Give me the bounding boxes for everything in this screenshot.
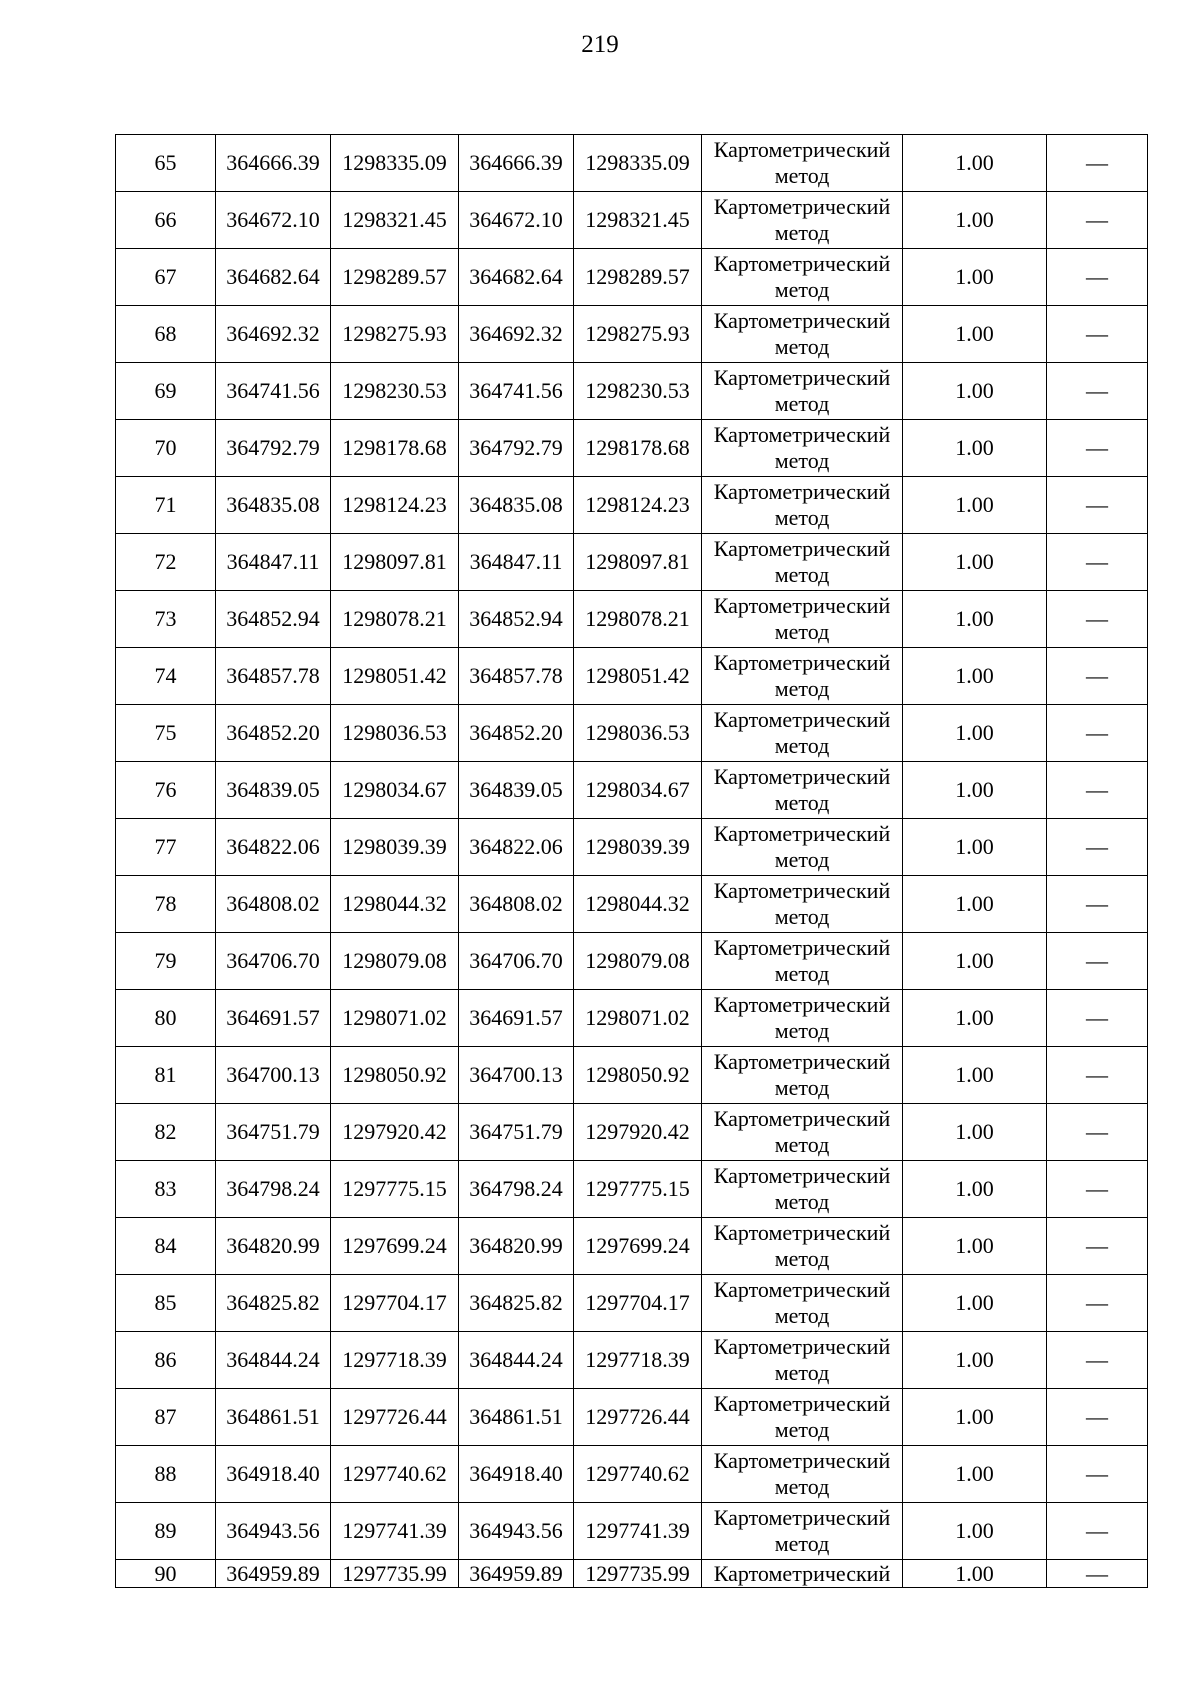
method-line2: метод [774, 1417, 830, 1442]
cell-description: — [1047, 1104, 1148, 1161]
cell-y-new: 1298124.23 [574, 477, 702, 534]
table-row [116, 1446, 1148, 1503]
cell-y-existing: 1298275.93 [331, 306, 459, 363]
method-line2: метод [774, 1360, 830, 1385]
method-line1: Картометрический [713, 1106, 891, 1131]
cell-description: — [1047, 192, 1148, 249]
method-line1: Картометрический [713, 1049, 891, 1074]
cell-x-existing: 364918.40 [216, 1446, 331, 1503]
method-line1: Картометрический [713, 1220, 891, 1245]
cell-x-new: 364852.20 [459, 705, 574, 762]
table-row [116, 534, 1148, 591]
cell-x-existing: 364798.24 [216, 1161, 331, 1218]
cell-y-new: 1297735.99 [574, 1560, 702, 1588]
method-line1: Картометрический [713, 878, 891, 903]
cell-y-new: 1297718.39 [574, 1332, 702, 1389]
cell-y-new: 1297740.62 [574, 1446, 702, 1503]
cell-method [702, 1275, 903, 1332]
cell-description: — [1047, 819, 1148, 876]
cell-accuracy: 1.00 [903, 648, 1047, 705]
table-row [116, 363, 1148, 420]
cell-x-existing: 364706.70 [216, 933, 331, 990]
cell-x-new: 364692.32 [459, 306, 574, 363]
cell-point-number: 84 [116, 1218, 216, 1275]
method-line1: Картометрический [713, 821, 891, 846]
method-line1: Картометрический [713, 1277, 891, 1302]
cell-x-new: 364820.99 [459, 1218, 574, 1275]
method-line1: Картометрический [713, 194, 891, 219]
cell-x-new: 364844.24 [459, 1332, 574, 1389]
cell-x-new: 364691.57 [459, 990, 574, 1047]
coordinates-table [115, 134, 1148, 1588]
cell-x-new: 364918.40 [459, 1446, 574, 1503]
table-row [116, 819, 1148, 876]
cell-y-existing: 1298178.68 [331, 420, 459, 477]
cell-y-existing: 1297704.17 [331, 1275, 459, 1332]
cell-description: — [1047, 876, 1148, 933]
method-line1: Картометрический [713, 365, 891, 390]
cell-y-new: 1298079.08 [574, 933, 702, 990]
cell-description: — [1047, 762, 1148, 819]
cell-x-existing: 364847.11 [216, 534, 331, 591]
table-row [116, 1275, 1148, 1332]
method-line2: метод [774, 676, 830, 701]
table-row [116, 1104, 1148, 1161]
cell-method [702, 648, 903, 705]
cell-description: — [1047, 1332, 1148, 1389]
cell-x-existing: 364835.08 [216, 477, 331, 534]
method-line2: метод [774, 1018, 830, 1043]
cell-x-new: 364857.78 [459, 648, 574, 705]
cell-y-existing: 1297735.99 [331, 1560, 459, 1588]
cell-x-new: 364861.51 [459, 1389, 574, 1446]
cell-description: — [1047, 534, 1148, 591]
cell-method [702, 1446, 903, 1503]
cell-y-new: 1297775.15 [574, 1161, 702, 1218]
cell-description: — [1047, 306, 1148, 363]
table-body [116, 135, 1148, 1588]
cell-x-new: 364700.13 [459, 1047, 574, 1104]
cell-method [702, 990, 903, 1047]
cell-y-new: 1298051.42 [574, 648, 702, 705]
cell-y-new: 1297920.42 [574, 1104, 702, 1161]
cell-description: — [1047, 1047, 1148, 1104]
cell-y-new: 1298078.21 [574, 591, 702, 648]
method-line1: Картометрический [713, 251, 891, 276]
table-row [116, 249, 1148, 306]
cell-method [702, 534, 903, 591]
cell-x-existing: 364822.06 [216, 819, 331, 876]
cell-method [702, 420, 903, 477]
method-line1: Картометрический [713, 1448, 891, 1473]
cell-point-number: 74 [116, 648, 216, 705]
table-row [116, 135, 1148, 192]
cell-x-existing: 364808.02 [216, 876, 331, 933]
cell-y-existing: 1298036.53 [331, 705, 459, 762]
method-line2: метод [774, 220, 830, 245]
cell-y-existing: 1298050.92 [331, 1047, 459, 1104]
cell-x-existing: 364820.99 [216, 1218, 331, 1275]
cell-accuracy: 1.00 [903, 306, 1047, 363]
cell-point-number: 86 [116, 1332, 216, 1389]
method-line2: метод [774, 847, 830, 872]
table-row [116, 648, 1148, 705]
cell-y-existing: 1297741.39 [331, 1503, 459, 1560]
cell-point-number: 78 [116, 876, 216, 933]
cell-y-new: 1298071.02 [574, 990, 702, 1047]
cell-y-existing: 1298335.09 [331, 135, 459, 192]
cell-x-existing: 364682.64 [216, 249, 331, 306]
cell-y-new: 1298289.57 [574, 249, 702, 306]
cell-accuracy: 1.00 [903, 1047, 1047, 1104]
method-line2: метод [774, 1531, 830, 1556]
cell-method [702, 1218, 903, 1275]
cell-method [702, 819, 903, 876]
table-row [116, 420, 1148, 477]
cell-method [702, 933, 903, 990]
cell-x-existing: 364741.56 [216, 363, 331, 420]
cell-y-existing: 1298230.53 [331, 363, 459, 420]
cell-x-existing: 364691.57 [216, 990, 331, 1047]
cell-point-number: 81 [116, 1047, 216, 1104]
cell-method [702, 306, 903, 363]
cell-description: — [1047, 1503, 1148, 1560]
cell-y-new: 1297704.17 [574, 1275, 702, 1332]
cell-x-existing: 364857.78 [216, 648, 331, 705]
cell-y-existing: 1298078.21 [331, 591, 459, 648]
cell-point-number: 71 [116, 477, 216, 534]
table-row [116, 1332, 1148, 1389]
table-row [116, 1389, 1148, 1446]
cell-y-existing: 1298321.45 [331, 192, 459, 249]
cell-point-number: 70 [116, 420, 216, 477]
table-row [116, 192, 1148, 249]
cell-y-existing: 1298034.67 [331, 762, 459, 819]
method-line1: Картометрический [713, 479, 891, 504]
table-row [116, 1218, 1148, 1275]
cell-description: — [1047, 1389, 1148, 1446]
cell-x-new: 364672.10 [459, 192, 574, 249]
cell-accuracy: 1.00 [903, 1503, 1047, 1560]
method-line2: метод [774, 505, 830, 530]
method-line2: метод [774, 904, 830, 929]
cell-x-new: 364835.08 [459, 477, 574, 534]
cell-point-number: 69 [116, 363, 216, 420]
cell-point-number: 79 [116, 933, 216, 990]
method-line1: Картометрический [713, 1505, 891, 1530]
cell-method [702, 477, 903, 534]
cell-x-new: 364751.79 [459, 1104, 574, 1161]
cell-x-new: 364943.56 [459, 1503, 574, 1560]
cell-y-new: 1298039.39 [574, 819, 702, 876]
cell-point-number: 89 [116, 1503, 216, 1560]
cell-x-new: 364798.24 [459, 1161, 574, 1218]
cell-x-existing: 364825.82 [216, 1275, 331, 1332]
method-line2: метод [774, 1189, 830, 1214]
cell-method [702, 249, 903, 306]
table-row [116, 591, 1148, 648]
cell-description: — [1047, 933, 1148, 990]
table-row [116, 1560, 1148, 1588]
cell-y-new: 1298044.32 [574, 876, 702, 933]
cell-y-existing: 1297726.44 [331, 1389, 459, 1446]
cell-method [702, 1047, 903, 1104]
cell-y-existing: 1298071.02 [331, 990, 459, 1047]
cell-x-existing: 364861.51 [216, 1389, 331, 1446]
method-line1: Картометрический [713, 536, 891, 561]
cell-accuracy: 1.00 [903, 420, 1047, 477]
cell-x-new: 364852.94 [459, 591, 574, 648]
cell-x-new: 364666.39 [459, 135, 574, 192]
cell-x-new: 364822.06 [459, 819, 574, 876]
cell-x-new: 364959.89 [459, 1560, 574, 1588]
page-number: 219 [581, 31, 619, 58]
cell-accuracy: 1.00 [903, 249, 1047, 306]
cell-method [702, 1503, 903, 1560]
cell-point-number: 85 [116, 1275, 216, 1332]
cell-x-existing: 364692.32 [216, 306, 331, 363]
cell-point-number: 68 [116, 306, 216, 363]
method-line1: Картометрический [713, 308, 891, 333]
cell-accuracy: 1.00 [903, 1389, 1047, 1446]
cell-description: — [1047, 990, 1148, 1047]
table-row [116, 1047, 1148, 1104]
cell-method [702, 363, 903, 420]
cell-accuracy: 1.00 [903, 1446, 1047, 1503]
cell-method [702, 1560, 903, 1588]
cell-y-existing: 1298289.57 [331, 249, 459, 306]
cell-y-new: 1298050.92 [574, 1047, 702, 1104]
cell-point-number: 75 [116, 705, 216, 762]
cell-method [702, 1389, 903, 1446]
cell-description: — [1047, 1560, 1148, 1588]
cell-accuracy: 1.00 [903, 534, 1047, 591]
method-line1: Картометрический [713, 1560, 891, 1586]
cell-point-number: 73 [116, 591, 216, 648]
cell-accuracy: 1.00 [903, 876, 1047, 933]
cell-accuracy: 1.00 [903, 1275, 1047, 1332]
cell-accuracy: 1.00 [903, 477, 1047, 534]
cell-point-number: 72 [116, 534, 216, 591]
cell-y-existing: 1297718.39 [331, 1332, 459, 1389]
method-line2: метод [774, 619, 830, 644]
cell-method [702, 1332, 903, 1389]
cell-x-new: 364847.11 [459, 534, 574, 591]
cell-description: — [1047, 1446, 1148, 1503]
cell-y-existing: 1297699.24 [331, 1218, 459, 1275]
method-line2: метод [774, 1246, 830, 1271]
cell-accuracy: 1.00 [903, 363, 1047, 420]
cell-accuracy: 1.00 [903, 192, 1047, 249]
cell-y-existing: 1298044.32 [331, 876, 459, 933]
table-row [116, 1503, 1148, 1560]
cell-x-new: 364839.05 [459, 762, 574, 819]
cell-y-new: 1298335.09 [574, 135, 702, 192]
table-row [116, 876, 1148, 933]
cell-x-new: 364792.79 [459, 420, 574, 477]
cell-y-new: 1298275.93 [574, 306, 702, 363]
cell-accuracy: 1.00 [903, 933, 1047, 990]
cell-x-existing: 364792.79 [216, 420, 331, 477]
cell-y-new: 1297726.44 [574, 1389, 702, 1446]
cell-method [702, 1161, 903, 1218]
cell-x-new: 364706.70 [459, 933, 574, 990]
cell-y-existing: 1298097.81 [331, 534, 459, 591]
cell-x-existing: 364751.79 [216, 1104, 331, 1161]
cell-description: — [1047, 249, 1148, 306]
table-row [116, 762, 1148, 819]
cell-y-new: 1298034.67 [574, 762, 702, 819]
cell-method [702, 135, 903, 192]
cell-x-existing: 364852.94 [216, 591, 331, 648]
cell-x-new: 364682.64 [459, 249, 574, 306]
cell-point-number: 87 [116, 1389, 216, 1446]
cell-point-number: 67 [116, 249, 216, 306]
cell-point-number: 66 [116, 192, 216, 249]
cell-x-existing: 364839.05 [216, 762, 331, 819]
method-line2: метод [774, 961, 830, 986]
method-line1: Картометрический [713, 650, 891, 675]
cell-y-existing: 1298124.23 [331, 477, 459, 534]
cell-accuracy: 1.00 [903, 705, 1047, 762]
cell-y-new: 1297741.39 [574, 1503, 702, 1560]
cell-x-new: 364825.82 [459, 1275, 574, 1332]
cell-description: — [1047, 477, 1148, 534]
method-line2: метод [774, 790, 830, 815]
cell-y-existing: 1298039.39 [331, 819, 459, 876]
table-row [116, 1161, 1148, 1218]
cell-accuracy: 1.00 [903, 591, 1047, 648]
cell-x-existing: 364672.10 [216, 192, 331, 249]
cell-x-existing: 364666.39 [216, 135, 331, 192]
method-line2: метод [774, 277, 830, 302]
cell-description: — [1047, 1275, 1148, 1332]
cell-y-existing: 1297920.42 [331, 1104, 459, 1161]
cell-accuracy: 1.00 [903, 1332, 1047, 1389]
table-row [116, 990, 1148, 1047]
cell-y-existing: 1298079.08 [331, 933, 459, 990]
cell-method [702, 762, 903, 819]
cell-point-number: 77 [116, 819, 216, 876]
cell-description: — [1047, 1161, 1148, 1218]
cell-accuracy: 1.00 [903, 1560, 1047, 1588]
cell-point-number: 88 [116, 1446, 216, 1503]
table-row [116, 306, 1148, 363]
cell-x-existing: 364844.24 [216, 1332, 331, 1389]
method-line2: метод [774, 163, 830, 188]
table-row [116, 477, 1148, 534]
cell-description: — [1047, 591, 1148, 648]
cell-y-existing: 1298051.42 [331, 648, 459, 705]
method-line1: Картометрический [713, 1391, 891, 1416]
cell-point-number: 76 [116, 762, 216, 819]
cell-y-existing: 1297740.62 [331, 1446, 459, 1503]
cell-accuracy: 1.00 [903, 819, 1047, 876]
method-line1: Картометрический [713, 137, 891, 162]
cell-point-number: 65 [116, 135, 216, 192]
cell-accuracy: 1.00 [903, 1104, 1047, 1161]
method-line1: Картометрический [713, 935, 891, 960]
cell-accuracy: 1.00 [903, 1161, 1047, 1218]
cell-y-new: 1298230.53 [574, 363, 702, 420]
method-line2: метод [774, 1132, 830, 1157]
cell-description: — [1047, 420, 1148, 477]
cell-accuracy: 1.00 [903, 135, 1047, 192]
method-line1: Картометрический [713, 593, 891, 618]
cell-y-new: 1297699.24 [574, 1218, 702, 1275]
cell-accuracy: 1.00 [903, 762, 1047, 819]
cell-x-new: 364808.02 [459, 876, 574, 933]
cell-x-existing: 364700.13 [216, 1047, 331, 1104]
cell-accuracy: 1.00 [903, 1218, 1047, 1275]
method-line1: Картометрический [713, 1163, 891, 1188]
cell-x-existing: 364852.20 [216, 705, 331, 762]
method-line1: Картометрический [713, 422, 891, 447]
method-line2: метод [774, 1474, 830, 1499]
method-line2: метод [774, 1303, 830, 1328]
table-row [116, 933, 1148, 990]
cell-x-new: 364741.56 [459, 363, 574, 420]
cell-method [702, 1104, 903, 1161]
cell-y-existing: 1297775.15 [331, 1161, 459, 1218]
cell-point-number: 80 [116, 990, 216, 1047]
cell-x-existing: 364959.89 [216, 1560, 331, 1588]
cell-method [702, 876, 903, 933]
cell-description: — [1047, 648, 1148, 705]
cell-method [702, 705, 903, 762]
method-line1: Картометрический [713, 764, 891, 789]
method-line1: Картометрический [713, 707, 891, 732]
cell-y-new: 1298321.45 [574, 192, 702, 249]
method-line2: метод [774, 1075, 830, 1100]
method-line2: метод [774, 334, 830, 359]
cell-description: — [1047, 1218, 1148, 1275]
cell-description: — [1047, 363, 1148, 420]
method-line2: метод [774, 391, 830, 416]
table-row [116, 705, 1148, 762]
cell-point-number: 83 [116, 1161, 216, 1218]
method-line1: Картометрический [713, 1334, 891, 1359]
cell-description: — [1047, 135, 1148, 192]
cell-point-number: 90 [116, 1560, 216, 1588]
method-line1: Картометрический [713, 992, 891, 1017]
method-line2: метод [774, 733, 830, 758]
cell-accuracy: 1.00 [903, 990, 1047, 1047]
method-line2: метод [774, 448, 830, 473]
cell-y-new: 1298036.53 [574, 705, 702, 762]
cell-method [702, 192, 903, 249]
cell-point-number: 82 [116, 1104, 216, 1161]
cell-description: — [1047, 705, 1148, 762]
cell-y-new: 1298097.81 [574, 534, 702, 591]
cell-x-existing: 364943.56 [216, 1503, 331, 1560]
cell-method [702, 591, 903, 648]
cell-y-new: 1298178.68 [574, 420, 702, 477]
method-line2: метод [774, 562, 830, 587]
